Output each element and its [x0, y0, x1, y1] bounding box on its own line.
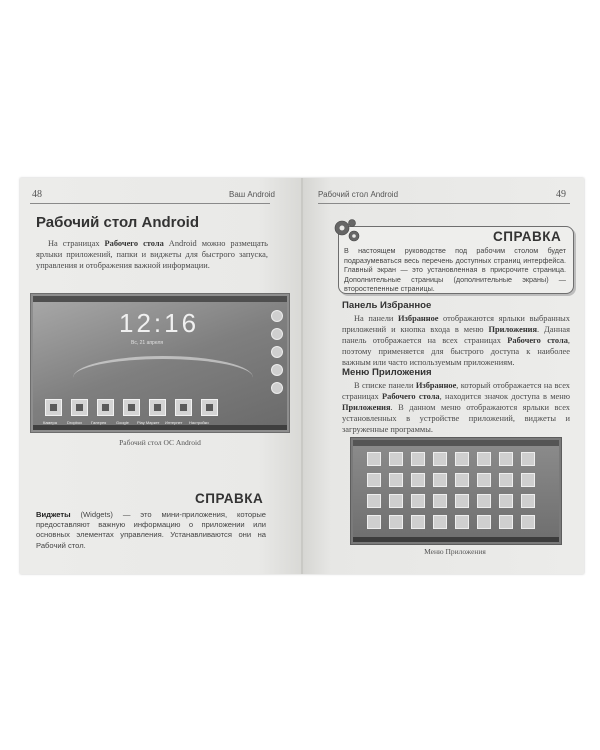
dropbox-app-icon — [71, 399, 88, 416]
figure-caption-left: Рабочий стол ОС Android — [119, 438, 201, 447]
app-icon — [433, 452, 447, 466]
app-icon — [499, 473, 513, 487]
app-icon — [367, 473, 381, 487]
app-icon — [367, 494, 381, 508]
favorites-term-1: Избранное — [398, 314, 439, 323]
favorite-app-icon — [271, 382, 283, 394]
app-icon — [411, 494, 425, 508]
note-term: Виджеты — [36, 510, 71, 519]
apps-text-4: . В данном меню отображаются ярлыки всех установленных в устройстве приложений, виджеты и загруженные программы. — [342, 403, 570, 434]
home-screen-screenshot — [30, 293, 290, 433]
app-dock — [45, 399, 218, 416]
note-title-left: СПРАВКА — [195, 491, 264, 506]
app-icon — [455, 515, 469, 529]
note-text-right: В настоящем руководстве под рабочим столом будет подразумеваться весь перечень доступных страниц интерфейса. Главный экран — это установленная в присрочите страница. Дополнительные страницы (дополнительные экраны) — второстепенные страницы. — [344, 246, 566, 294]
note-body: (Widgets) — это мини-приложения, которые предоставляют важную информацию о приложении или основных элементах управления. Устанавливаются они на Рабочий стол. — [36, 510, 266, 550]
favorites-panel — [271, 310, 283, 394]
favorites-text-2: отображаются ярлыки выбранных приложений и кнопка входа в меню — [342, 314, 570, 334]
dock-label: Play Маркет — [137, 420, 160, 425]
section-heading-favorites: Панель Избранное — [342, 300, 432, 311]
app-icon — [411, 515, 425, 529]
app-icon — [499, 515, 513, 529]
intro-text-1: На страницах — [48, 239, 105, 248]
page-title: Рабочий стол Android — [36, 214, 199, 231]
tablet-screen — [33, 296, 287, 430]
app-icon — [477, 515, 491, 529]
app-icon — [389, 452, 403, 466]
apps-text-2: , который отображается на всех страницах — [342, 381, 570, 401]
apps-menu-screenshot — [350, 437, 562, 545]
favorite-app-icon — [271, 364, 283, 376]
google-app-icon — [123, 399, 140, 416]
app-icon — [411, 473, 425, 487]
intro-text-2: Android можно размещать ярлыки приложений, папки и виджеты для быстрого запуска, управления и отображения важной информации. — [36, 239, 268, 270]
note-title-right: СПРАВКА — [493, 229, 562, 244]
figure-caption-right: Меню Приложения — [424, 547, 486, 556]
page-number-right: 49 — [556, 189, 566, 200]
intro-paragraph — [36, 238, 268, 271]
app-icon — [521, 494, 535, 508]
app-icon — [477, 473, 491, 487]
favorite-app-icon — [271, 328, 283, 340]
apps-menu-top-bar — [353, 440, 559, 446]
app-icon — [521, 515, 535, 529]
apps-text-1: В списке панели — [354, 381, 416, 390]
favorites-text-4: , поэтому применяется для быстрого доступа к наиболее важным или часто используемым приложениям. — [342, 336, 570, 367]
gear-cluster-icon — [330, 214, 364, 248]
app-icon — [367, 452, 381, 466]
dock-label: Настройки — [189, 420, 209, 425]
app-icon — [499, 452, 513, 466]
dock-label: Камера — [43, 420, 57, 425]
dock-label: Dropbox — [67, 420, 83, 425]
favorites-paragraph — [342, 313, 570, 368]
app-icon — [477, 494, 491, 508]
app-icon — [455, 473, 469, 487]
app-icon — [455, 452, 469, 466]
app-icon — [411, 452, 425, 466]
favorites-term-2: Приложения — [488, 325, 538, 334]
app-icon — [389, 494, 403, 508]
status-bar — [33, 296, 287, 302]
apps-term-2: Рабочего стола — [382, 392, 440, 401]
favorite-app-icon — [271, 310, 283, 322]
header-rule-left — [30, 203, 270, 204]
note-text-left — [36, 510, 266, 551]
favorites-term-3: Рабочего стола — [507, 336, 568, 345]
wallpaper-swoosh — [73, 356, 253, 399]
settings-app-icon — [201, 399, 218, 416]
app-icon — [521, 452, 535, 466]
page-number-left: 48 — [32, 189, 42, 200]
favorites-text-3: . Данная панель отображается на всех страницах — [342, 325, 571, 345]
app-icon — [433, 473, 447, 487]
apps-term-1: Избранное — [415, 381, 457, 390]
favorite-app-icon — [271, 346, 283, 358]
apps-text-3: , находится значок доступа в меню — [439, 392, 570, 401]
play-market-app-icon — [149, 399, 166, 416]
apps-menu-nav-bar — [353, 537, 559, 542]
dock-label: Интернет — [165, 420, 183, 425]
app-icon-grid — [367, 452, 535, 529]
clock-date: Вс, 21 апреля — [131, 340, 164, 346]
app-icon — [389, 473, 403, 487]
clock-widget: 12:16 — [119, 308, 200, 338]
apps-menu-paragraph — [342, 380, 570, 435]
app-icon — [499, 494, 513, 508]
app-icon — [477, 452, 491, 466]
dock-label: Галерея — [91, 420, 107, 425]
app-icon — [389, 515, 403, 529]
camera-app-icon — [45, 399, 62, 416]
app-icon — [455, 494, 469, 508]
app-icon — [367, 515, 381, 529]
app-icon — [521, 473, 535, 487]
apps-menu-screen — [353, 440, 559, 542]
intro-term: Рабочего стола — [104, 239, 164, 248]
gallery-app-icon — [97, 399, 114, 416]
running-head-left: Ваш Android — [229, 190, 275, 199]
internet-app-icon — [175, 399, 192, 416]
navigation-bar — [33, 425, 287, 430]
dock-label: Google — [116, 420, 129, 425]
header-rule-right — [318, 203, 570, 204]
apps-term-3: Приложения — [342, 403, 391, 412]
favorites-text-1: На панели — [354, 314, 398, 323]
section-heading-apps-menu: Меню Приложения — [342, 367, 432, 378]
app-icon — [433, 515, 447, 529]
app-icon — [433, 494, 447, 508]
running-head-right: Рабочий стол Android — [318, 190, 399, 199]
